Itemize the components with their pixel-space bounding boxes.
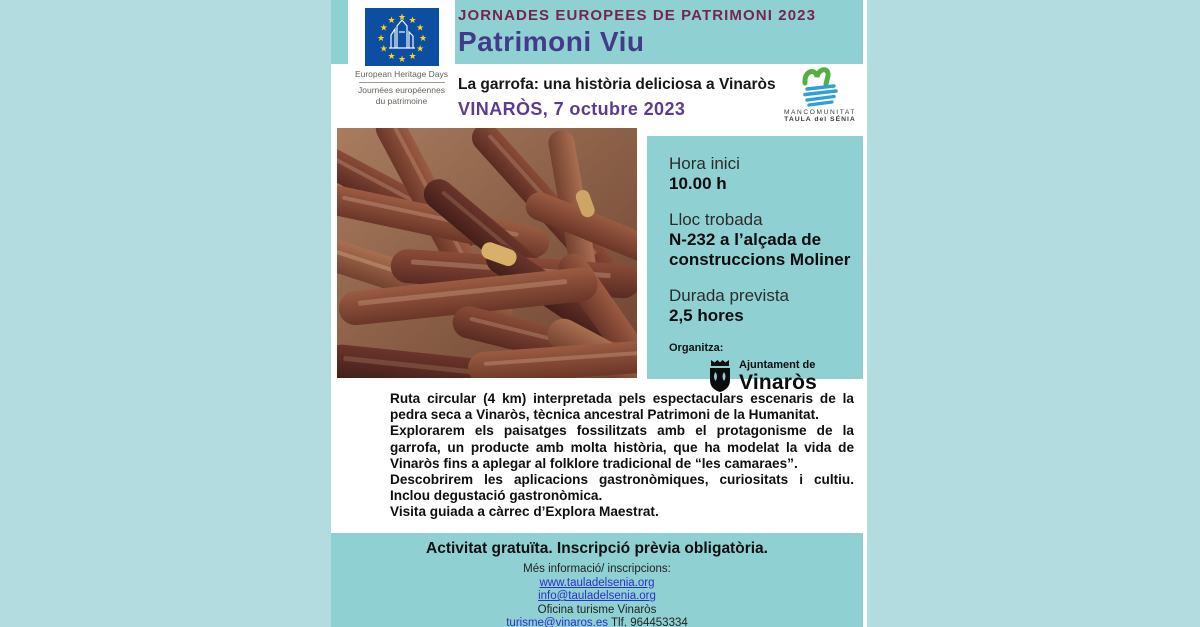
meeting-point-label: Lloc trobada bbox=[669, 210, 763, 229]
mancomunitat-logo-icon bbox=[793, 64, 847, 108]
organizer-logo bbox=[707, 359, 853, 393]
svg-text:★: ★ bbox=[418, 33, 427, 43]
svg-text:★: ★ bbox=[386, 14, 396, 25]
tourism-email-link[interactable]: turisme@vinaros.es bbox=[506, 617, 609, 627]
start-time-label: Hora inici bbox=[669, 154, 740, 173]
european-heritage-logo bbox=[348, 0, 455, 115]
event-kicker: JORNADES EUROPEES DE PATRIMONI 2023 bbox=[458, 7, 817, 24]
organizer-name-small: Ajuntament de bbox=[739, 358, 816, 371]
description-paragraph: Visita guiada a càrrec d’Explora Maestrat. bbox=[390, 504, 659, 520]
svg-text:★: ★ bbox=[386, 51, 396, 62]
svg-text:★: ★ bbox=[407, 14, 417, 25]
footer-band bbox=[331, 533, 863, 627]
svg-text:★: ★ bbox=[379, 22, 388, 33]
event-date: VINARÒS, 7 octubre 2023 bbox=[458, 99, 686, 119]
eu-caption-divider bbox=[359, 82, 445, 83]
start-time-value: 10.00 h bbox=[669, 174, 727, 193]
svg-text:★: ★ bbox=[397, 54, 406, 64]
eu-caption-fr1: Journées européennes bbox=[358, 85, 445, 95]
svg-text:★: ★ bbox=[415, 43, 424, 54]
contact-block bbox=[331, 563, 863, 627]
page-title: Patrimoni Viu bbox=[458, 26, 645, 57]
description-paragraph: Ruta circular (4 km) interpretada pels espectaculars escenaris de la pedra seca a Vinaròs, tècnica ancestral Patrimoni de la Humanitat. bbox=[390, 391, 854, 423]
mancomunitat-subname: TAULA del SÉNIA bbox=[784, 116, 856, 123]
registration-notice: Activitat gratuïta. Inscripció prèvia obligatòria. bbox=[426, 540, 768, 557]
mancomunitat-name: MANCOMUNITAT bbox=[783, 109, 857, 116]
svg-text:★: ★ bbox=[397, 12, 406, 22]
website-link[interactable]: www.tauladelsenia.org bbox=[539, 576, 655, 589]
description-paragraph: Explorarem els paisatges fossilitzats amb el protagonisme de la garrofa, un producte amb molta història, que ha modelat la vida de Vinaròs fins a aplegar al folklore tradicional de “les camaraes”. bbox=[390, 423, 854, 471]
organizer-name-big: Vinaròs bbox=[739, 370, 818, 394]
description-paragraph: Descobrirem les aplicacions gastronòmiques, curiositats i cultiu. Inclou degustació gastronòmica. bbox=[390, 472, 854, 504]
vinaros-shield-icon bbox=[707, 359, 733, 393]
meeting-point-value: N-232 a l’alçada de construccions Moliner bbox=[669, 230, 851, 269]
email-link[interactable]: info@tauladelsenia.org bbox=[538, 590, 656, 602]
mancomunitat-logo bbox=[775, 64, 865, 128]
svg-text:★: ★ bbox=[415, 22, 424, 33]
phone-number: Tlf. 964453334 bbox=[611, 617, 688, 627]
duration-label: Durada prevista bbox=[669, 286, 790, 305]
contact-info-label: Més informació/ inscripcions: bbox=[523, 563, 671, 575]
svg-text:★: ★ bbox=[376, 33, 385, 43]
event-description bbox=[390, 391, 854, 521]
poster-card bbox=[331, 0, 867, 627]
eu-caption-fr2: du patrimoine bbox=[375, 96, 428, 106]
event-subtitle: La garrofa: una història deliciosa a Vinaròs bbox=[458, 76, 776, 93]
duration-value: 2,5 hores bbox=[669, 306, 744, 325]
eu-flag-icon bbox=[365, 8, 439, 66]
svg-text:★: ★ bbox=[379, 43, 388, 54]
event-details-panel bbox=[647, 136, 863, 394]
organizer-label: Organitza: bbox=[669, 342, 724, 354]
header-text bbox=[458, 7, 858, 58]
tourism-office-label: Oficina turisme Vinaròs bbox=[537, 603, 657, 616]
eu-caption-en: European Heritage Days bbox=[354, 69, 449, 79]
svg-text:★: ★ bbox=[407, 51, 417, 62]
carob-pods-photo bbox=[337, 128, 637, 378]
